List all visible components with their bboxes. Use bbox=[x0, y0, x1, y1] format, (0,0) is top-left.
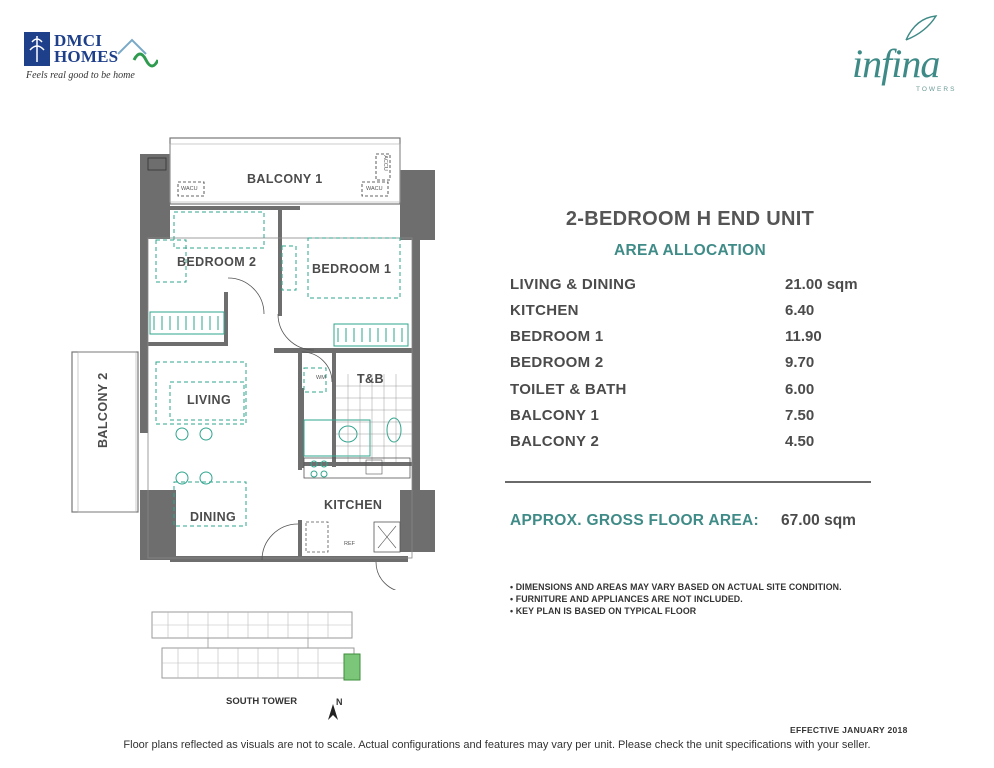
area-label: TOILET & BATH bbox=[510, 381, 627, 398]
area-value: 9.70 bbox=[785, 354, 815, 371]
dmci-emblem-icon bbox=[24, 32, 50, 66]
infina-towers-logo bbox=[842, 14, 972, 102]
area-row bbox=[510, 407, 865, 431]
area-value: 6.00 bbox=[785, 381, 815, 398]
unit-highlight bbox=[344, 654, 360, 680]
gross-floor-area-value: 67.00 sqm bbox=[781, 512, 856, 529]
tb-label: T&B bbox=[357, 372, 384, 386]
walls bbox=[140, 154, 435, 562]
area-row bbox=[510, 276, 865, 300]
note-item: • FURNITURE AND APPLIANCES ARE NOT INCLUDED. bbox=[510, 594, 743, 604]
area-label: BALCONY 1 bbox=[510, 407, 600, 424]
area-row bbox=[510, 381, 865, 405]
area-label: BEDROOM 2 bbox=[510, 354, 604, 371]
area-row bbox=[510, 302, 865, 326]
disclaimer: Floor plans reflected as visuals are not to scale. Actual configurations and features may vary per unit. Please check the unit specifications with your seller. bbox=[123, 739, 871, 751]
wm-label: WM bbox=[316, 375, 326, 381]
area-row bbox=[510, 328, 865, 352]
dmci-tagline: Feels real good to be home bbox=[26, 70, 135, 81]
living-label: LIVING bbox=[187, 393, 232, 407]
ref-label: REF bbox=[344, 541, 355, 547]
dmci-word: DMCI bbox=[54, 31, 103, 50]
bedroom-1-label: BEDROOM 1 bbox=[312, 262, 392, 276]
note-item: • DIMENSIONS AND AREAS MAY VARY BASED ON ACTUAL SITE CONDITION. bbox=[510, 582, 842, 592]
north-letter: N bbox=[336, 697, 343, 707]
area-value: 6.40 bbox=[785, 302, 815, 319]
area-label: BALCONY 2 bbox=[510, 433, 600, 450]
dmci-homes-logo bbox=[24, 32, 164, 84]
area-row bbox=[510, 354, 865, 378]
note-item: • KEY PLAN IS BASED ON TYPICAL FLOOR bbox=[510, 606, 697, 616]
floor-plan bbox=[70, 130, 450, 590]
area-value: 7.50 bbox=[785, 407, 815, 424]
dining-label: DINING bbox=[190, 510, 237, 524]
acu-label: ACCU bbox=[381, 155, 388, 171]
balcony-1-label: BALCONY 1 bbox=[247, 172, 323, 186]
area-value: 21.00 sqm bbox=[785, 276, 858, 293]
gross-floor-area-label: APPROX. GROSS FLOOR AREA: bbox=[510, 512, 759, 529]
effective-date: EFFECTIVE JANUARY 2018 bbox=[790, 725, 908, 735]
area-value: 4.50 bbox=[785, 433, 815, 450]
key-plan bbox=[148, 604, 362, 688]
area-label: LIVING & DINING bbox=[510, 276, 637, 293]
area-label: BEDROOM 1 bbox=[510, 328, 604, 345]
towers-word: TOWERS bbox=[916, 86, 957, 93]
kitchen-label: KITCHEN bbox=[324, 498, 383, 512]
unit-title: 2-BEDROOM H END UNIT bbox=[565, 208, 815, 230]
area-row bbox=[510, 433, 865, 457]
wacu-label-left: WACU bbox=[181, 186, 198, 192]
area-allocation-heading: AREA ALLOCATION bbox=[613, 242, 767, 259]
key-plan-label: SOUTH TOWER bbox=[226, 696, 298, 707]
area-value: 11.90 bbox=[785, 328, 822, 345]
wacu-label-right: WACU bbox=[366, 186, 383, 192]
house-icon bbox=[116, 34, 158, 68]
homes-word: HOMES bbox=[54, 47, 119, 66]
balcony-2-label: BALCONY 2 bbox=[96, 372, 110, 448]
divider bbox=[505, 481, 871, 483]
bedroom-2-label: BEDROOM 2 bbox=[177, 255, 257, 269]
area-label: KITCHEN bbox=[510, 302, 579, 319]
infina-word: infina bbox=[852, 41, 940, 86]
